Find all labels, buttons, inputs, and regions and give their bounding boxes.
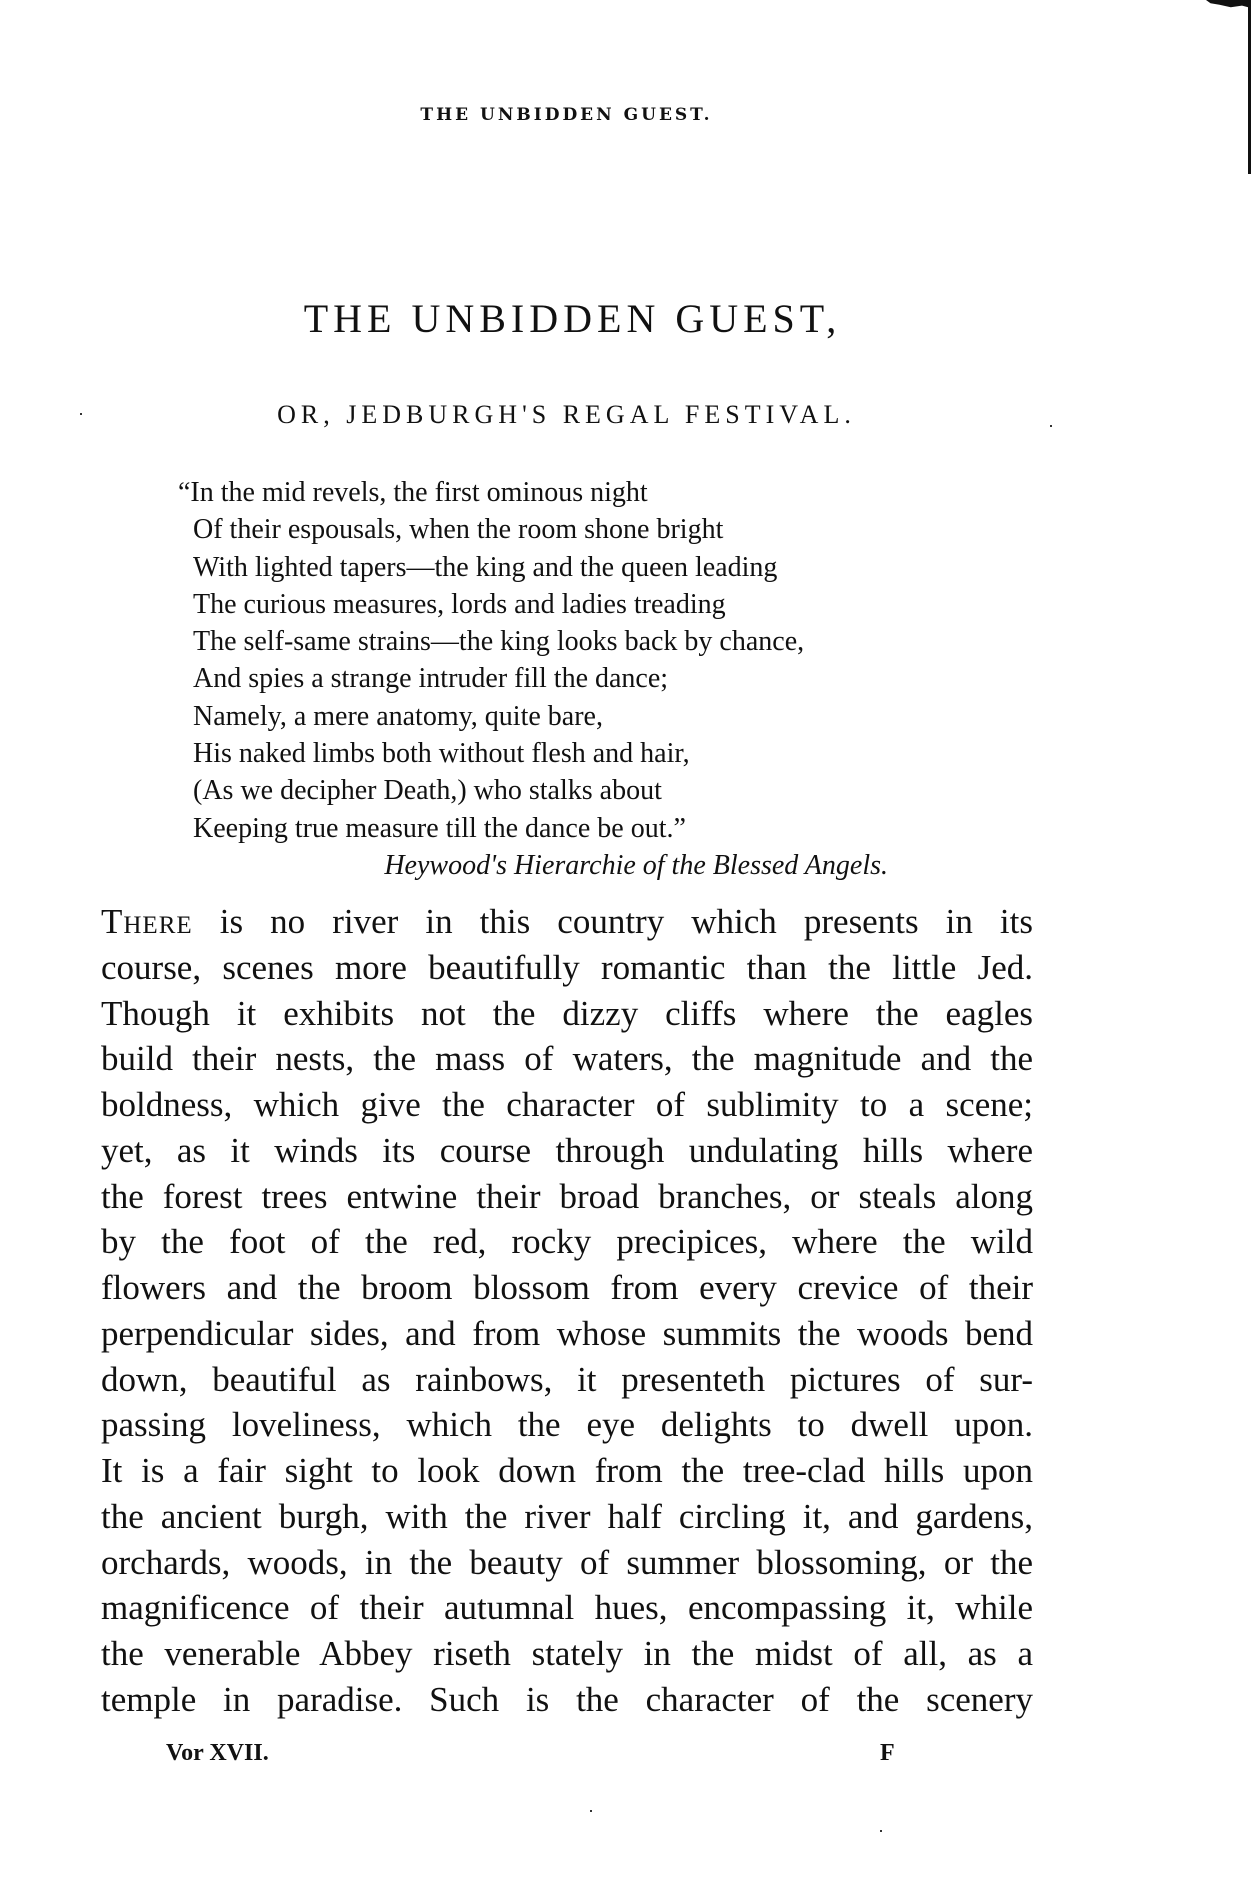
epigraph — [178, 474, 1078, 884]
page-title: THE UNBIDDEN GUEST, — [303, 296, 842, 341]
epigraph-line: Keeping true measure till the dance be out.” — [193, 812, 686, 844]
body-line: the forest trees entwine their broad branches, or steals along — [101, 1176, 1033, 1216]
volume-signature: Vor XVII. — [166, 1740, 269, 1766]
epigraph-line: With lighted tapers—the king and the queen leading — [193, 551, 778, 583]
body-line: by the foot of the red, rocky precipices, where the wild — [101, 1222, 1033, 1262]
body-line: temple in paradise. Such is the character of the scenery — [101, 1679, 1033, 1719]
epigraph-line: The curious measures, lords and ladies treading — [193, 588, 726, 620]
running-header: THE UNBIDDEN GUEST. — [420, 105, 713, 125]
body-line: yet, as it winds its course through undulating hills where — [101, 1130, 1033, 1170]
scan-edge-mark — [1206, 0, 1251, 8]
drop-word: There — [101, 902, 193, 941]
epigraph-citation: Heywood's Hierarchie of the Blessed Angels. — [384, 849, 888, 881]
epigraph-line: (As we decipher Death,) who stalks about — [193, 775, 662, 807]
body-line: the venerable Abbey riseth stately in the midst of all, as a — [101, 1634, 1033, 1673]
scan-speck — [590, 1810, 592, 1812]
gathering-signature: F — [880, 1740, 895, 1766]
epigraph-line: “In the mid revels, the first ominous night — [178, 477, 648, 508]
body-paragraph — [101, 899, 1033, 1723]
body-line: build their nests, the mass of waters, the magnitude and the — [101, 1039, 1033, 1079]
body-line: down, beautiful as rainbows, it presenteth pictures of sur- — [101, 1359, 1033, 1399]
scan-speck — [80, 413, 82, 415]
body-line: orchards, woods, in the beauty of summer blossoming, or the — [101, 1542, 1033, 1582]
body-line: the ancient burgh, with the river half circling it, and gardens, — [101, 1496, 1033, 1536]
epigraph-line: Namely, a mere anatomy, quite bare, — [193, 700, 603, 732]
epigraph-line: His naked limbs both without flesh and hair, — [193, 738, 690, 770]
body-line — [101, 899, 1033, 945]
body-line: flowers and the broom blossom from every crevice of their — [101, 1268, 1033, 1307]
body-line-text: is no river in this country which presents in its — [192, 902, 1033, 941]
page-subtitle: OR, JEDBURGH'S REGAL FESTIVAL. — [277, 400, 856, 429]
scan-speck — [880, 1830, 882, 1832]
epigraph-line: The self-same strains—the king looks back by chance, — [193, 626, 805, 658]
epigraph-line: Of their espousals, when the room shone bright — [193, 514, 724, 546]
epigraph-line: And spies a strange intruder fill the dance; — [193, 663, 669, 695]
body-line: passing loveliness, which the eye delights to dwell upon. — [101, 1405, 1033, 1445]
body-line: boldness, which give the character of sublimity to a scene; — [101, 1085, 1033, 1124]
body-line: It is a fair sight to look down from the tree-clad hills upon — [101, 1451, 1033, 1490]
body-line: magnificence of their autumnal hues, encompassing it, while — [101, 1588, 1033, 1628]
scan-speck — [1050, 425, 1052, 427]
body-line: perpendicular sides, and from whose summits the woods bend — [101, 1313, 1033, 1353]
body-line: Though it exhibits not the dizzy cliffs where the eagles — [101, 993, 1033, 1033]
body-line: course, scenes more beautifully romantic than the little Jed. — [101, 947, 1033, 987]
